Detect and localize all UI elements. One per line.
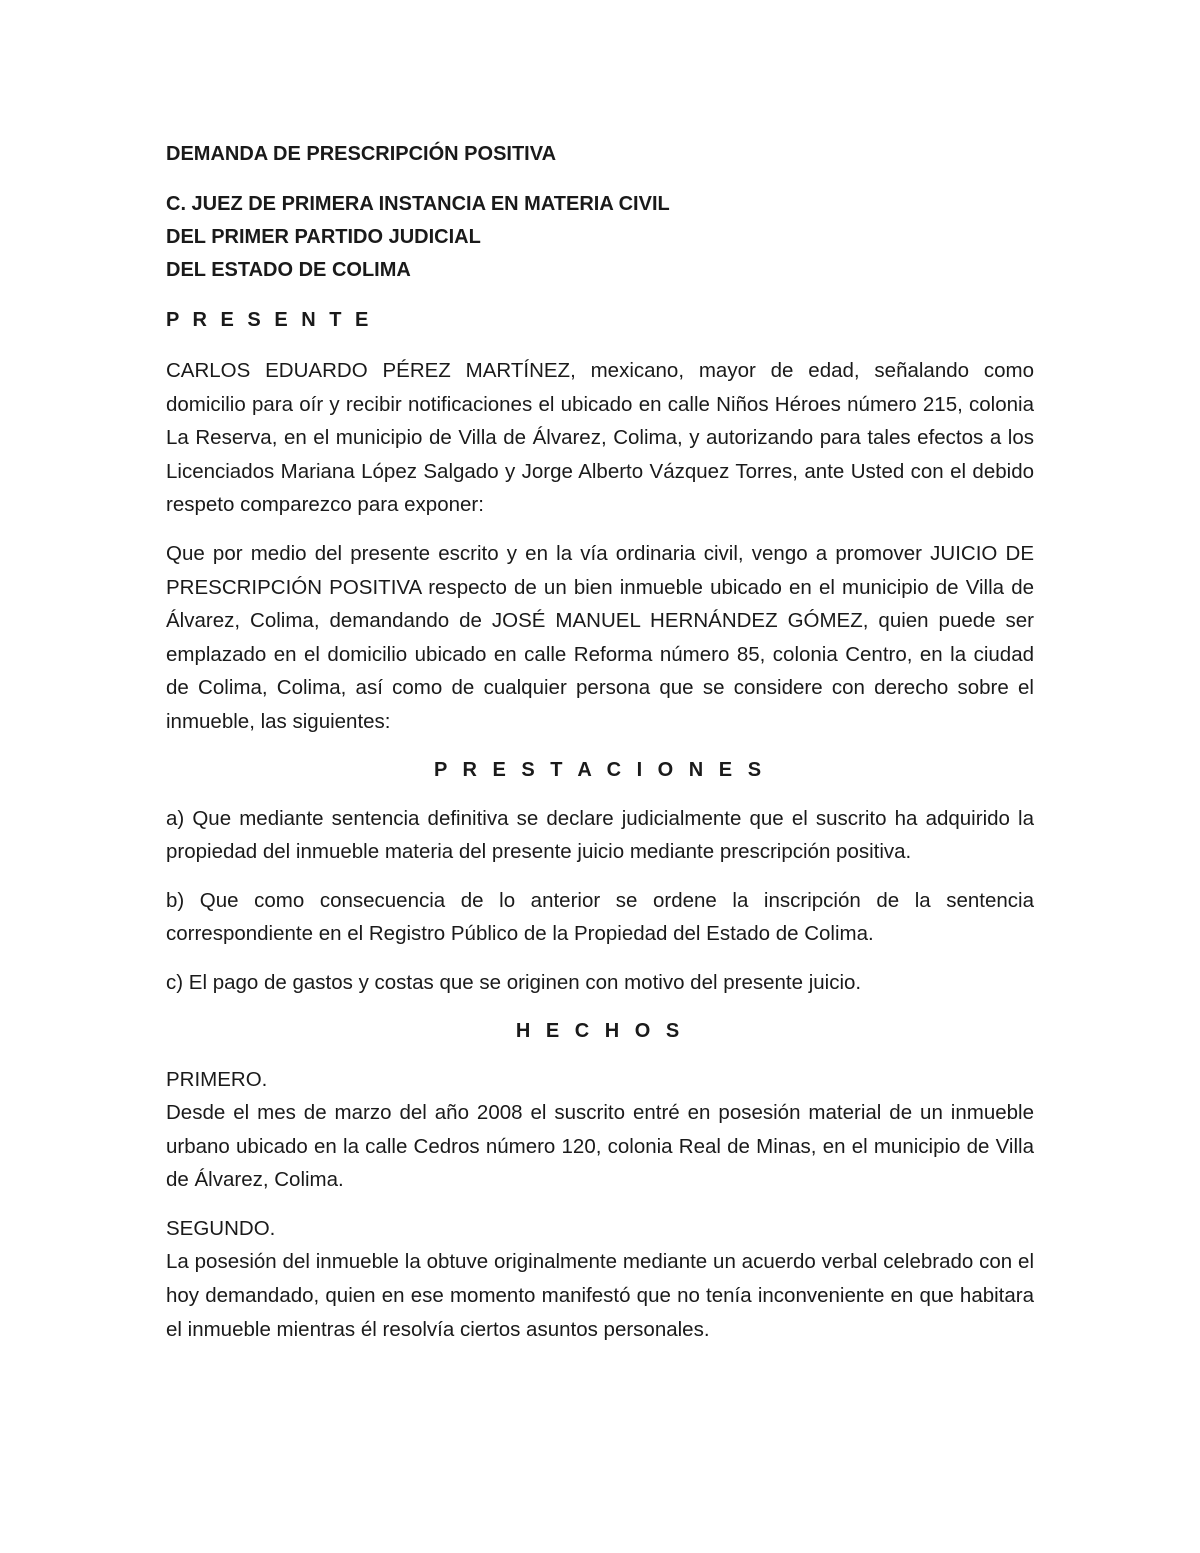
addressee-line: DEL ESTADO DE COLIMA xyxy=(166,259,411,281)
prestacion-item: a) Que mediante sentencia definitiva se declare judicialmente que el suscrito ha adquirido la propiedad del inmueble materia del presente juicio mediante prescripción positiva. xyxy=(166,806,1034,864)
hechos-heading: H E C H O S xyxy=(515,1019,685,1042)
prestaciones-heading: P R E S T A C I O N E S xyxy=(433,758,767,781)
addressee-line: DEL PRIMER PARTIDO JUDICIAL xyxy=(166,226,481,248)
claim-paragraph: Que por medio del presente escrito y en la vía ordinaria civil, vengo a promover JUICIO DE PRESCRIPCIÓN POSITIVA respecto de un bien inmueble ubicado en el municipio de Villa de Álvarez, Colima, demandando de JOSÉ MANUEL HERNÁNDEZ GÓMEZ, quien puede ser emplazado en el domicilio ubicado en calle Reforma número 85, colonia Centro, en la ciudad de Colima, Colima, así como de cualquier persona que se considere con derecho sobre el inmueble, las siguientes: xyxy=(166,541,1034,733)
document-page xyxy=(166,138,1034,1361)
hecho-label: SEGUNDO. xyxy=(166,1216,276,1240)
hecho-text: La posesión del inmueble la obtuve originalmente mediante un acuerdo verbal celebrado con el hoy demandado, quien en ese momento manifestó que no tenía inconveniente en que habitara el inmueble mientras él resolvía ciertos asuntos personales. xyxy=(166,1250,1034,1341)
prestacion-item: b) Que como consecuencia de lo anterior se ordene la inscripción de la sentencia correspondiente en el Registro Público de la Propiedad del Estado de Colima. xyxy=(166,888,1034,946)
hecho-label: PRIMERO. xyxy=(166,1067,268,1091)
presente-heading: P R E S E N T E xyxy=(166,309,373,331)
hecho-text: Desde el mes de marzo del año 2008 el suscrito entré en posesión material de un inmueble urbano ubicado en la calle Cedros número 120, colonia Real de Minas, en el municipio de Villa de Álvarez, Colima. xyxy=(166,1101,1034,1192)
addressee-block xyxy=(166,188,1034,287)
prestacion-item: c) El pago de gastos y costas que se originen con motivo del presente juicio. xyxy=(166,970,862,994)
intro-paragraph: CARLOS EDUARDO PÉREZ MARTÍNEZ, mexicano, mayor de edad, señalando como domicilio para oír y recibir notificaciones el ubicado en calle Niños Héroes número 215, colonia La Reserva, en el municipio de Villa de Álvarez, Colima, y autorizando para tales efectos a los Licenciados Mariana López Salgado y Jorge Alberto Vázquez Torres, ante Usted con el debido respeto comparezco para exponer: xyxy=(166,359,1034,517)
addressee-line: C. JUEZ DE PRIMERA INSTANCIA EN MATERIA CIVIL xyxy=(166,193,670,215)
hecho-item xyxy=(166,1063,1034,1197)
hecho-item xyxy=(166,1212,1034,1346)
document-title: DEMANDA DE PRESCRIPCIÓN POSITIVA xyxy=(166,143,557,165)
